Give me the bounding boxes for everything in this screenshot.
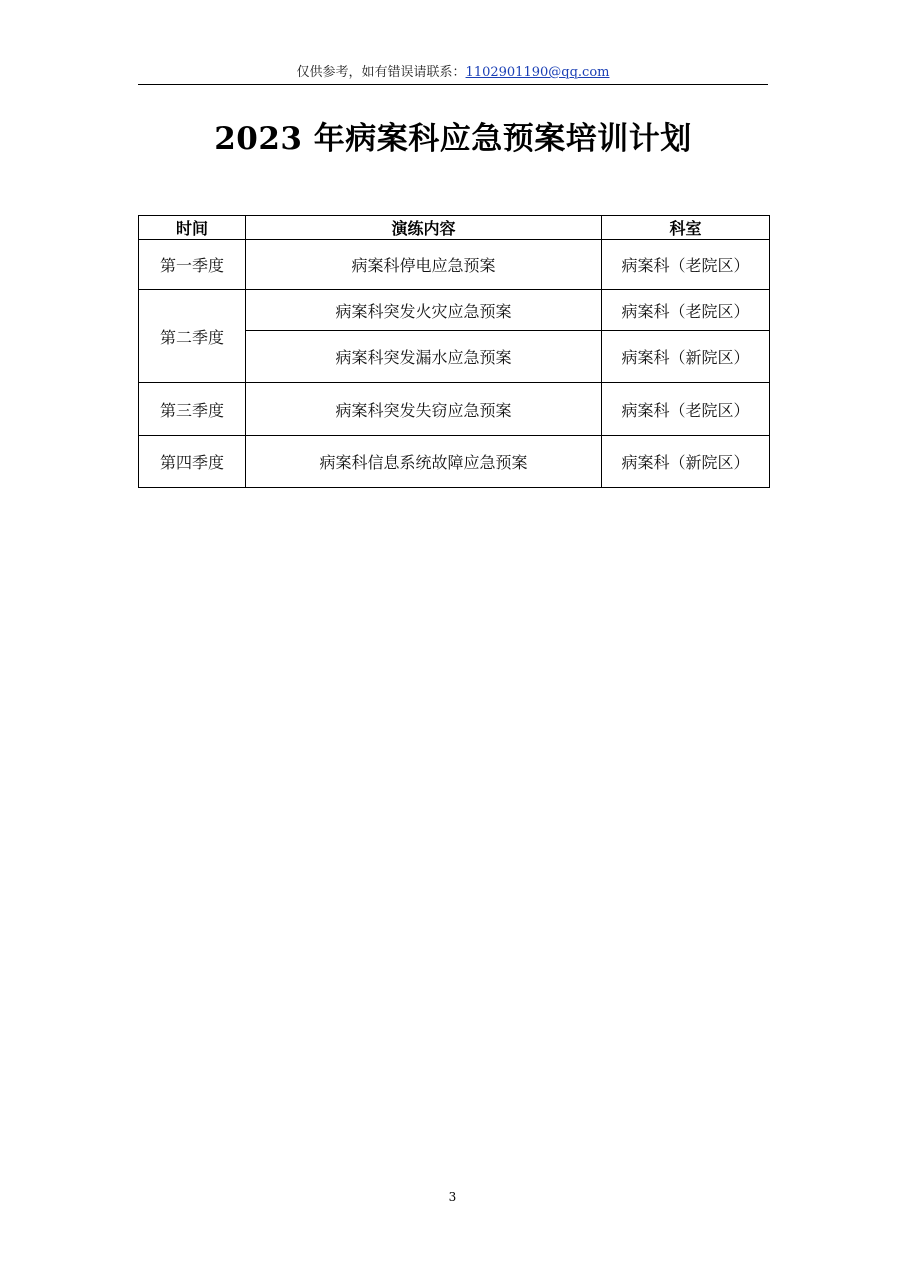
training-plan-table xyxy=(138,215,770,488)
drill-content-cell: 病案科突发漏水应急预案 xyxy=(246,331,602,383)
quarter-cell: 第一季度 xyxy=(139,240,246,290)
department-cell: 病案科（老院区） xyxy=(602,383,770,436)
drill-content-cell: 病案科突发火灾应急预案 xyxy=(246,290,602,331)
quarter-cell: 第二季度 xyxy=(139,290,246,383)
table-row xyxy=(139,290,770,331)
department-cell: 病案科（新院区） xyxy=(602,331,770,383)
quarter-cell: 第三季度 xyxy=(139,383,246,436)
header-note xyxy=(138,64,768,82)
table-row xyxy=(139,383,770,436)
column-header-content: 演练内容 xyxy=(246,216,602,240)
column-header-time: 时间 xyxy=(139,216,246,240)
column-header-department: 科室 xyxy=(602,216,770,240)
drill-content-cell: 病案科信息系统故障应急预案 xyxy=(246,436,602,488)
department-cell: 病案科（老院区） xyxy=(602,240,770,290)
drill-content-cell: 病案科突发失窃应急预案 xyxy=(246,383,602,436)
quarter-cell: 第四季度 xyxy=(139,436,246,488)
page-number: 3 xyxy=(448,1190,457,1204)
table-header-row xyxy=(139,216,770,240)
document-title: 2023 年病案科应急预案培训计划 xyxy=(214,121,692,157)
drill-content-cell: 病案科停电应急预案 xyxy=(246,240,602,290)
contact-email-link[interactable]: 1102901190@qq.com xyxy=(465,65,610,80)
table-row xyxy=(139,240,770,290)
header-note-text: 仅供参考，如有错误请联系： xyxy=(296,65,466,80)
department-cell: 病案科（老院区） xyxy=(602,290,770,331)
table-row xyxy=(139,436,770,488)
department-cell: 病案科（新院区） xyxy=(602,436,770,488)
header-divider xyxy=(138,84,768,85)
